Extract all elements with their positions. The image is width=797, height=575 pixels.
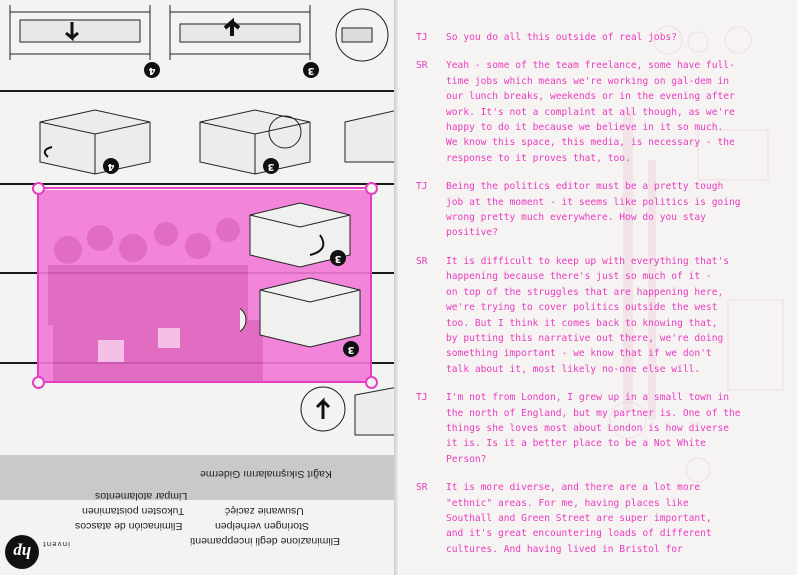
dialogue-entry — [416, 480, 786, 557]
manual-language-heading: Eliminazione degli inceppamenti — [190, 535, 341, 547]
dialogue-text: Being the politics editor must be a pretty tough job at the moment - it seems like politics is going wrong pretty much everywhere. How do you stay positive? — [446, 181, 741, 239]
speaker-label: TJ — [416, 392, 428, 404]
dialogue-entry — [416, 30, 786, 45]
step-number-badge: 3 — [263, 158, 279, 174]
dialogue-entry — [416, 254, 786, 377]
manual-language-heading: Storingen verhelpen — [215, 520, 309, 532]
dialogue-entry — [416, 179, 786, 241]
step-number-badge: 4 — [103, 158, 119, 174]
dialogue-text: I'm not from London, I grew up in a small town in the north of England, but my partner is. One of the things she loves most about London is how diverse it is. Is it a better place to be a Not White Person? — [446, 392, 741, 465]
manual-language-heading: Usuwanie zacięć — [225, 505, 304, 517]
dialogue-text: So you do all this outside of real jobs? — [446, 32, 678, 43]
registration-line — [37, 187, 39, 383]
registration-line — [38, 381, 372, 383]
printer-illustration-row-4 — [295, 385, 398, 445]
step-number-badge: 4 — [144, 62, 160, 78]
step-number-badge: 3 — [303, 62, 319, 78]
speaker-label: SR — [416, 60, 428, 72]
registration-mark — [32, 182, 45, 195]
speaker-label: SR — [416, 482, 428, 494]
right-page-interview — [398, 0, 797, 575]
dialogue-text: It is difficult to keep up with everything that's happening because there's just so much of it - on top of the struggles that are happening here, we're trying to cover politics outside the west too. But I think it comes back to knowing that, by putting this narrative out there, we're doing something important - we know that if we don't talk about it, most likely no-one else will. — [446, 255, 730, 375]
speaker-label: TJ — [416, 32, 428, 43]
registration-line — [370, 187, 372, 383]
manual-language-heading: Eliminación de atascos — [75, 520, 183, 532]
printer-illustration-row-2 — [0, 92, 398, 182]
hp-logo: hp — [5, 535, 39, 569]
speaker-label: SR — [416, 255, 428, 267]
interview-transcript — [416, 30, 786, 570]
dialogue-text: Yeah - some of the team freelance, some have full- time jobs which means we're working on gal-dem in our lunch breaks, weekends or in the evening after work. It's not a complaint at all though, as we're happy to do it because we believe in it so much. We know this space, this media, is necessary - the response to it proves that, too. — [446, 60, 735, 164]
left-page-manual — [0, 0, 398, 575]
printer-illustration-row-1 — [0, 0, 398, 90]
step-number-badge: 3 — [330, 250, 346, 266]
manual-language-heading: Kağıt Sıkışmalarını Giderme — [200, 468, 332, 480]
dialogue-entry — [416, 390, 786, 467]
dialogue-entry — [416, 58, 786, 166]
registration-line — [38, 187, 372, 189]
manual-language-heading: Tukosten poistaminen — [82, 505, 185, 517]
hp-invent-tagline: invent — [42, 540, 71, 548]
divider-line — [0, 183, 398, 185]
registration-mark — [365, 182, 378, 195]
printer-illustration-row-3 — [240, 195, 380, 365]
registration-mark — [32, 376, 45, 389]
step-number-badge: 3 — [343, 341, 359, 357]
speaker-label: TJ — [416, 181, 428, 193]
dialogue-text: It is more diverse, and there are a lot more "ethnic" areas. For me, having places like Southall and Green Street are super important, and it's great encountering loads of different cultures. And having lived in Bristol for — [446, 482, 712, 555]
manual-language-heading: Limpar atolamentos — [95, 490, 188, 502]
